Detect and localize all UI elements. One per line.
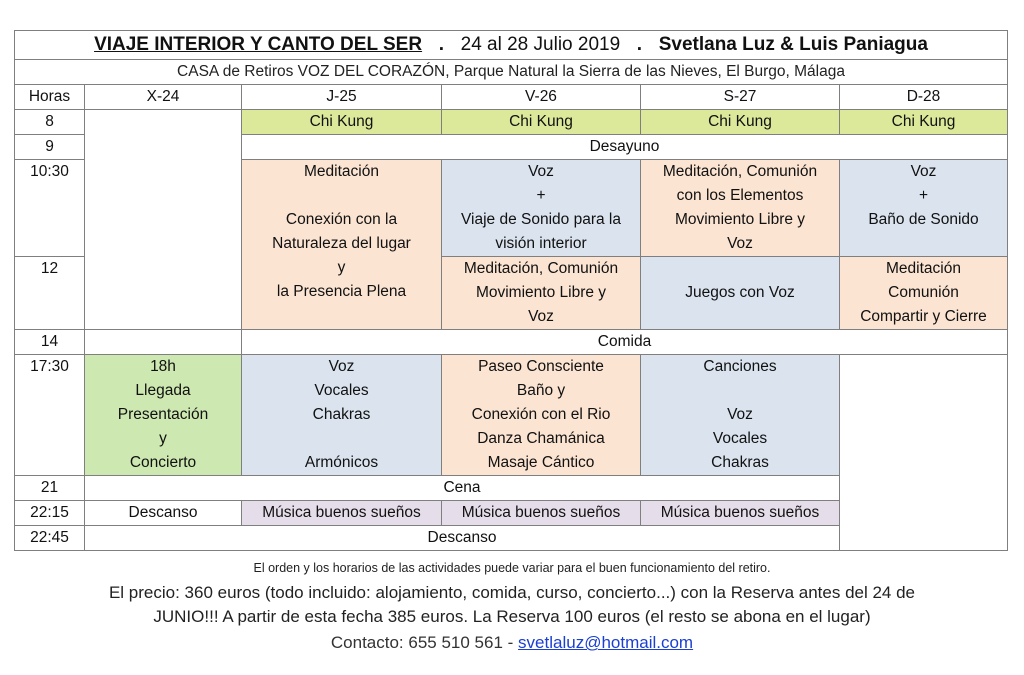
activity-line: Meditación, Comunión [662,163,818,180]
hour-1730: 17:30 [15,355,85,476]
activity-line: Naturaleza del lugar [272,235,411,252]
activity-line [244,184,439,208]
schedule-table [14,30,1008,551]
hour-2245: 22:45 [15,526,85,551]
hour-14: 14 [15,330,85,355]
s27-1730-activity [641,355,840,476]
activity-line: Chakras [711,454,769,471]
descanso-final-cell: Descanso [85,526,840,551]
s27-12-activity: Juegos con Voz [641,257,840,330]
activity-line: Canciones [703,358,777,375]
column-header-x24: X-24 [85,85,242,110]
v26-1730-activity [442,355,641,476]
activity-line: Viaje de Sonido para la [460,211,621,228]
hour-21: 21 [15,476,85,501]
hour-12: 12 [15,257,85,330]
chi-kung-d28: Chi Kung [840,110,1008,135]
activity-line: visión interior [495,235,587,252]
activity-line: Vocales [314,382,369,399]
activity-line: Conexión con el Rio [471,406,611,423]
activity-line: Meditación, Comunión [463,260,619,277]
activity-line: Vocales [712,430,768,447]
column-header-j25: J-25 [242,85,442,110]
hour-9: 9 [15,135,85,160]
activity-line: Movimiento Libre y [674,211,806,228]
comida-cell: Comida [242,330,1008,355]
contact-email-link[interactable]: svetlaluz@hotmail.com [518,633,694,652]
musica-s27: Música buenos sueños [641,501,840,526]
chi-kung-v26: Chi Kung [442,110,641,135]
column-header-d28: D-28 [840,85,1008,110]
activity-line: Llegada [135,382,191,399]
price-line: El precio: 360 euros (todo incluido: alojamiento, comida, curso, concierto...) con la Reserva antes del 24 de [108,583,916,602]
title-separator: . [636,34,643,55]
activity-line: Presentación [117,406,209,423]
activity-line: Compartir y Cierre [860,308,987,325]
retreat-title: VIAJE INTERIOR Y CANTO DEL SER [94,34,423,55]
activity-line: Concierto [129,454,197,471]
activity-line: con los Elementos [676,187,804,204]
activity-line: Paseo Consciente [478,358,604,375]
activity-line [244,427,439,451]
activity-line [643,379,837,403]
activity-line: + [536,187,546,204]
hour-1030: 10:30 [15,160,85,257]
column-header-v26: V-26 [442,85,641,110]
activity-line: Meditación [304,163,379,180]
d28-12-activity [840,257,1008,330]
retreat-dates: 24 al 28 Julio 2019 [460,34,621,55]
contact-info [0,633,1024,653]
chi-kung-s27: Chi Kung [641,110,840,135]
activity-line: Masaje Cántico [487,454,595,471]
activity-line: Conexión con la [285,211,398,228]
x24-1730-activity [85,355,242,476]
schedule [14,30,1007,551]
hour-2215: 22:15 [15,501,85,526]
activity-line: Meditación [886,260,961,277]
column-header-s27: S-27 [641,85,840,110]
activity-line: Armónicos [304,454,379,471]
empty-cell [85,330,242,355]
title-separator: . [438,34,444,55]
activity-line: Baño de Sonido [868,211,979,228]
retreat-hosts: Svetlana Luz & Luis Paniagua [658,34,928,55]
musica-v26: Música buenos sueños [442,501,641,526]
hour-8: 8 [15,110,85,135]
activity-line: Voz [910,163,937,180]
j25-morning-activity [242,160,442,330]
activity-line: Voz [727,235,753,252]
chi-kung-j25: Chi Kung [242,110,442,135]
activity-line: Baño y [516,382,566,399]
activity-line: Danza Chamánica [477,430,605,447]
activity-line: Comunión [888,284,959,301]
desayuno-cell: Desayuno [242,135,1008,160]
price-info [0,581,1024,629]
activity-line: Chakras [312,406,371,423]
activity-line: la Presencia Plena [276,283,407,300]
s27-1030-activity [641,160,840,257]
activity-line: 18h [150,358,176,375]
empty-cell [85,110,242,330]
header-title-cell [15,31,1008,60]
activity-line: y [337,259,346,276]
d28-1030-activity [840,160,1008,257]
column-header-hours: Horas [15,85,85,110]
activity-line: + [918,187,929,204]
retreat-location: CASA de Retiros VOZ DEL CORAZÓN, Parque Natural la Sierra de las Nieves, El Burgo, Málaga [15,60,1008,85]
price-line: JUNIO!!! A partir de esta fecha 385 euros. La Reserva 100 euros (el resto se abona en el lugar) [153,607,871,626]
activity-line: Voz [727,406,753,423]
activity-line: Voz [528,308,554,325]
empty-cell [840,355,1008,551]
descanso-x24: Descanso [85,501,242,526]
activity-line: Voz [328,358,355,375]
schedule-note: El orden y los horarios de las actividades puede variar para el buen funcionamiento del retiro. [253,561,771,575]
j25-1730-activity [242,355,442,476]
activity-line: Voz [528,163,554,180]
v26-1030-activity [442,160,641,257]
musica-j25: Música buenos sueños [242,501,442,526]
contact-phone: Contacto: 655 510 561 - [330,633,514,652]
v26-12-activity [442,257,641,330]
activity-line: Movimiento Libre y [475,284,607,301]
activity-line: y [159,430,167,447]
cena-cell: Cena [85,476,840,501]
